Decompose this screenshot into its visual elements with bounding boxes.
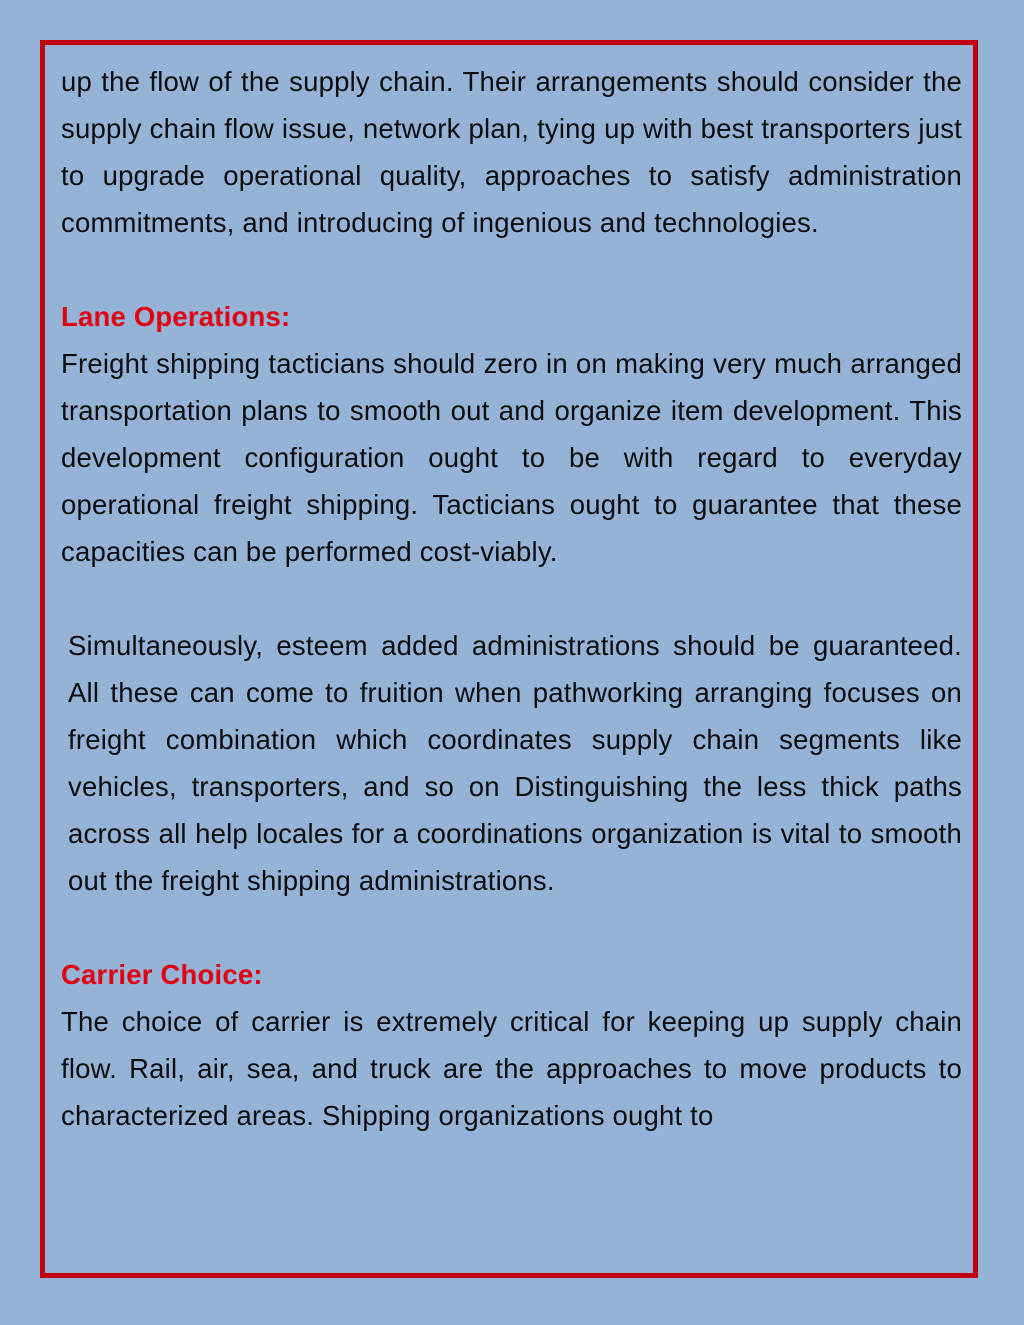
paragraph-spacer bbox=[61, 575, 962, 622]
carrier-choice-heading: Carrier Choice: bbox=[61, 959, 263, 990]
paragraph-spacer bbox=[61, 904, 962, 951]
lane-operations-paragraph-2: Simultaneously, esteem added administrations should be guaranteed. All these can come to fruition when pathworking arranging focuses on freight combination which coordinates supply chain segments like vehicles, transporters, and so on Distinguishing the less thick paths across all help locales for a coordinations organization is vital to smooth out the freight shipping administrations. bbox=[68, 630, 962, 896]
lane-operations-paragraph-1: Freight shipping tacticians should zero in on making very much arranged transportation plans to smooth out and organize item development. This development configuration ought to be with regard to everyday operational freight shipping. Tacticians ought to guarantee that these capacities can be performed cost-viably. bbox=[61, 348, 962, 567]
lane-operations-heading: Lane Operations: bbox=[61, 301, 291, 332]
intro-paragraph: up the flow of the supply chain. Their arrangements should consider the supply chain flow issue, network plan, tying up with best transporters just to upgrade operational quality, approaches to satisfy administration commitments, and introducing of ingenious and technologies. bbox=[61, 66, 962, 238]
paragraph-spacer bbox=[61, 246, 962, 293]
carrier-choice-paragraph-1: The choice of carrier is extremely critical for keeping up supply chain flow. Rail, air, sea, and truck are the approaches to move products to characterized areas. Shipping organizations ought to bbox=[61, 1006, 962, 1131]
document-body bbox=[61, 58, 962, 1139]
